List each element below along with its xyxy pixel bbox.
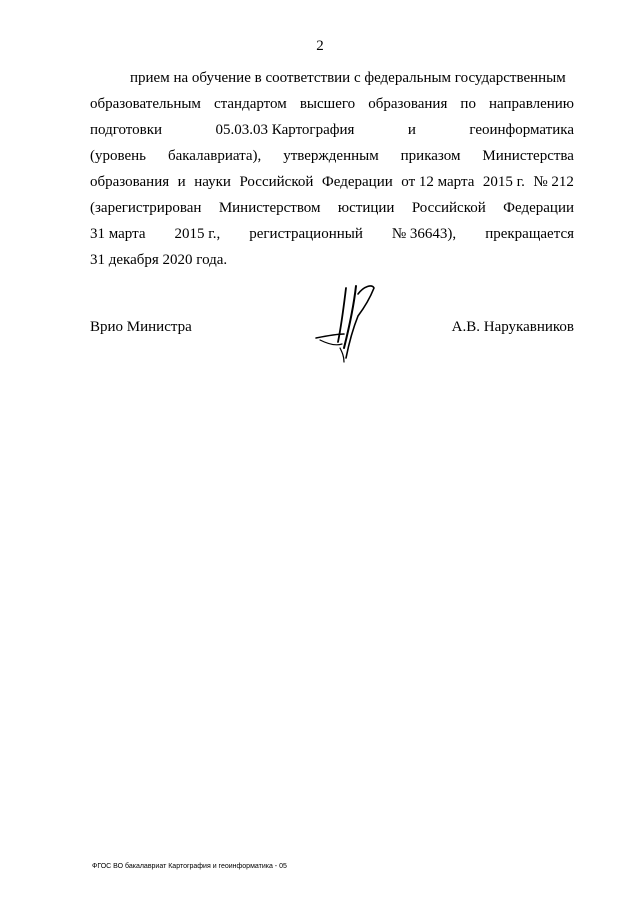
word: приказом — [400, 148, 461, 164]
word: прекращается — [485, 226, 574, 242]
word: стандартом — [214, 96, 287, 112]
word: науки — [194, 174, 231, 190]
word: утвержденным — [283, 148, 379, 164]
word: Федерации — [503, 200, 574, 216]
text-line-6 — [90, 195, 574, 221]
word: высшего — [299, 96, 356, 112]
page-number: 2 — [316, 38, 324, 54]
text-line-5 — [90, 169, 574, 195]
word: Российской — [239, 174, 314, 190]
word: прием на обучение в соответствии с федеральным государственным — [130, 70, 566, 86]
word: бакалавриата), — [167, 148, 262, 164]
word: от 12 марта — [401, 174, 475, 190]
word: и — [407, 122, 416, 138]
word: 31 марта — [90, 226, 146, 242]
word: (уровень — [90, 148, 147, 164]
text-line-7 — [90, 221, 574, 247]
text-line-8 — [90, 247, 574, 273]
document-footer: ФГОС ВО бакалавриат Картография и геоинформатика - 05 — [92, 863, 287, 870]
word: направлению — [489, 96, 574, 112]
signer-name: А.В. Нарукавников — [451, 319, 574, 335]
text-line-2 — [90, 91, 574, 117]
word: геоинформатика — [469, 122, 574, 138]
text-line-3 — [90, 117, 574, 143]
signature-block — [90, 314, 574, 340]
word: и — [177, 174, 186, 190]
word: по — [460, 96, 476, 112]
word: образования — [368, 96, 448, 112]
word: юстиции — [337, 200, 395, 216]
word: регистрационный — [249, 226, 363, 242]
word: Федерации — [321, 174, 393, 190]
text-line-1 — [90, 65, 574, 91]
word: образования — [90, 174, 170, 190]
signer-title: Врио Министра — [90, 319, 192, 335]
word: образовательным — [90, 96, 201, 112]
word: подготовки — [90, 122, 163, 138]
word: № 212 — [533, 174, 574, 190]
body-paragraph — [90, 65, 574, 273]
word: Российской — [411, 200, 486, 216]
word: Министерства — [482, 148, 574, 164]
word: 31 декабря 2020 года. — [90, 252, 228, 268]
word: (зарегистрирован — [90, 200, 202, 216]
word: Министерством — [218, 200, 321, 216]
word: 2015 г., — [174, 226, 221, 242]
word: 2015 г. — [482, 174, 525, 190]
text-line-4 — [90, 143, 574, 169]
word: № 36643), — [391, 226, 457, 242]
word: 05.03.03 Картография — [215, 122, 355, 138]
